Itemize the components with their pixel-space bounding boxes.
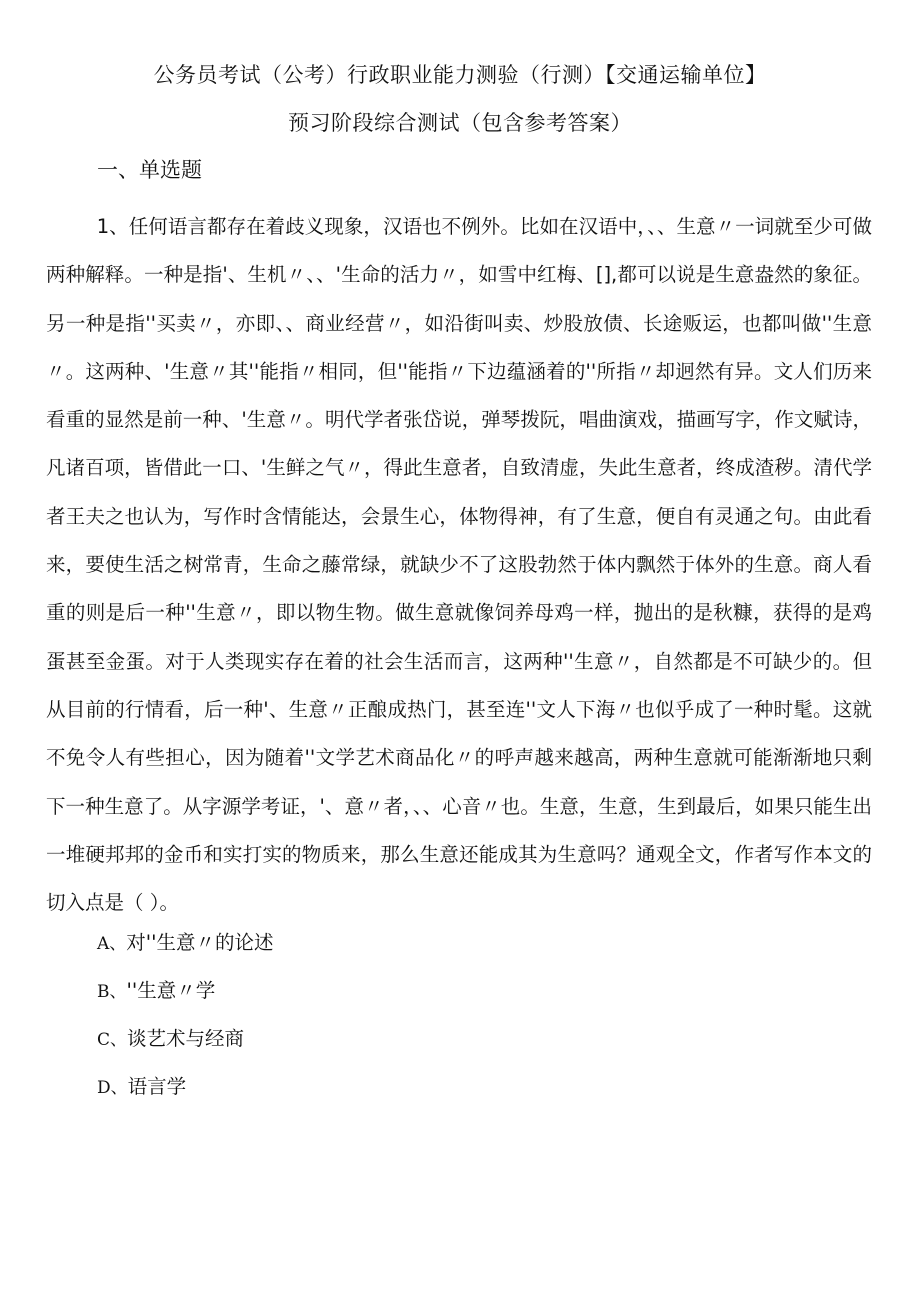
question-stem: 1、任何语言都存在着歧义现象，汉语也不例外。比如在汉语中，、、生意〃一词就至少可做两种解释。一种是指'、生机〃、、'生命的活力〃，如雪中红梅、[],都可以说是生意盎然的象征。另一种是指''买卖〃，亦即、、商业经营〃，如沿街叫卖、炒股放债、长途贩运，也都叫做''生意〃。这两种、'生意〃其''能指〃相同，但''能指〃下边蕴涵着的''所指〃却迥然有异。文人们历来看重的显然是前一种、'生意〃。明代学者张岱说，弹琴拨阮，唱曲演戏，描画写字，作文赋诗，凡诸百项，皆借此一口、'生鲜之气〃，得此生意者，自致清虚，失此生意者，终成渣秽。清代学者王夫之也认为，写作时含情能达，会景生心，体物得神，有了生意，便自有灵通之句。由此看来，要使生活之树常青，生命之藤常绿，就缺少不了这股勃然于体内飘然于体外的生意。商人看重的则是后一种''生意〃，即以物生物。做生意就像饲养母鸡一样，抛出的是秋糠，获得的是鸡蛋甚至金蛋。对于人类现实存在着的社会生活而言，这两种''生意〃，自然都是不可缺少的。但从目前的行情看，后一种'、生意〃正酿成热门，甚至连''文人下海〃也似乎成了一种时髦。这就不免令人有些担心，因为随着''文学艺术商品化〃的呼声越来越高，两种生意就可能渐渐地只剩下一种生意了。从字源学考证，'、意〃者，、、心音〃也。生意，生意，生到最后，如果只能生出一堆硬邦邦的金币和实打实的物质来，那么生意还能成其为生意吗？通观全文，作者写作本文的切入点是（ ）。	[46, 215, 872, 915]
section-heading: 一、单选题	[97, 158, 202, 182]
document-title-line-2: 预习阶段综合测试（包含参考答案）	[288, 111, 632, 135]
option-letter: B、	[97, 982, 127, 1002]
option-letter: A、	[97, 934, 127, 954]
option-letter: C、	[97, 1030, 128, 1050]
answer-option-b	[97, 976, 215, 1007]
answer-option-d	[97, 1072, 186, 1103]
document-title-line-1: 公务员考试（公考）行政职业能力测验（行测）【交通运输单位】	[153, 63, 767, 87]
answer-option-a	[97, 928, 274, 959]
option-letter: D、	[97, 1078, 128, 1098]
option-text: ''生意〃学	[126, 979, 216, 1002]
option-text: 对''生意〃的论述	[126, 931, 274, 954]
option-text: 语言学	[127, 1075, 187, 1098]
option-text: 谈艺术与经商	[127, 1027, 245, 1050]
answer-option-c	[97, 1024, 244, 1055]
